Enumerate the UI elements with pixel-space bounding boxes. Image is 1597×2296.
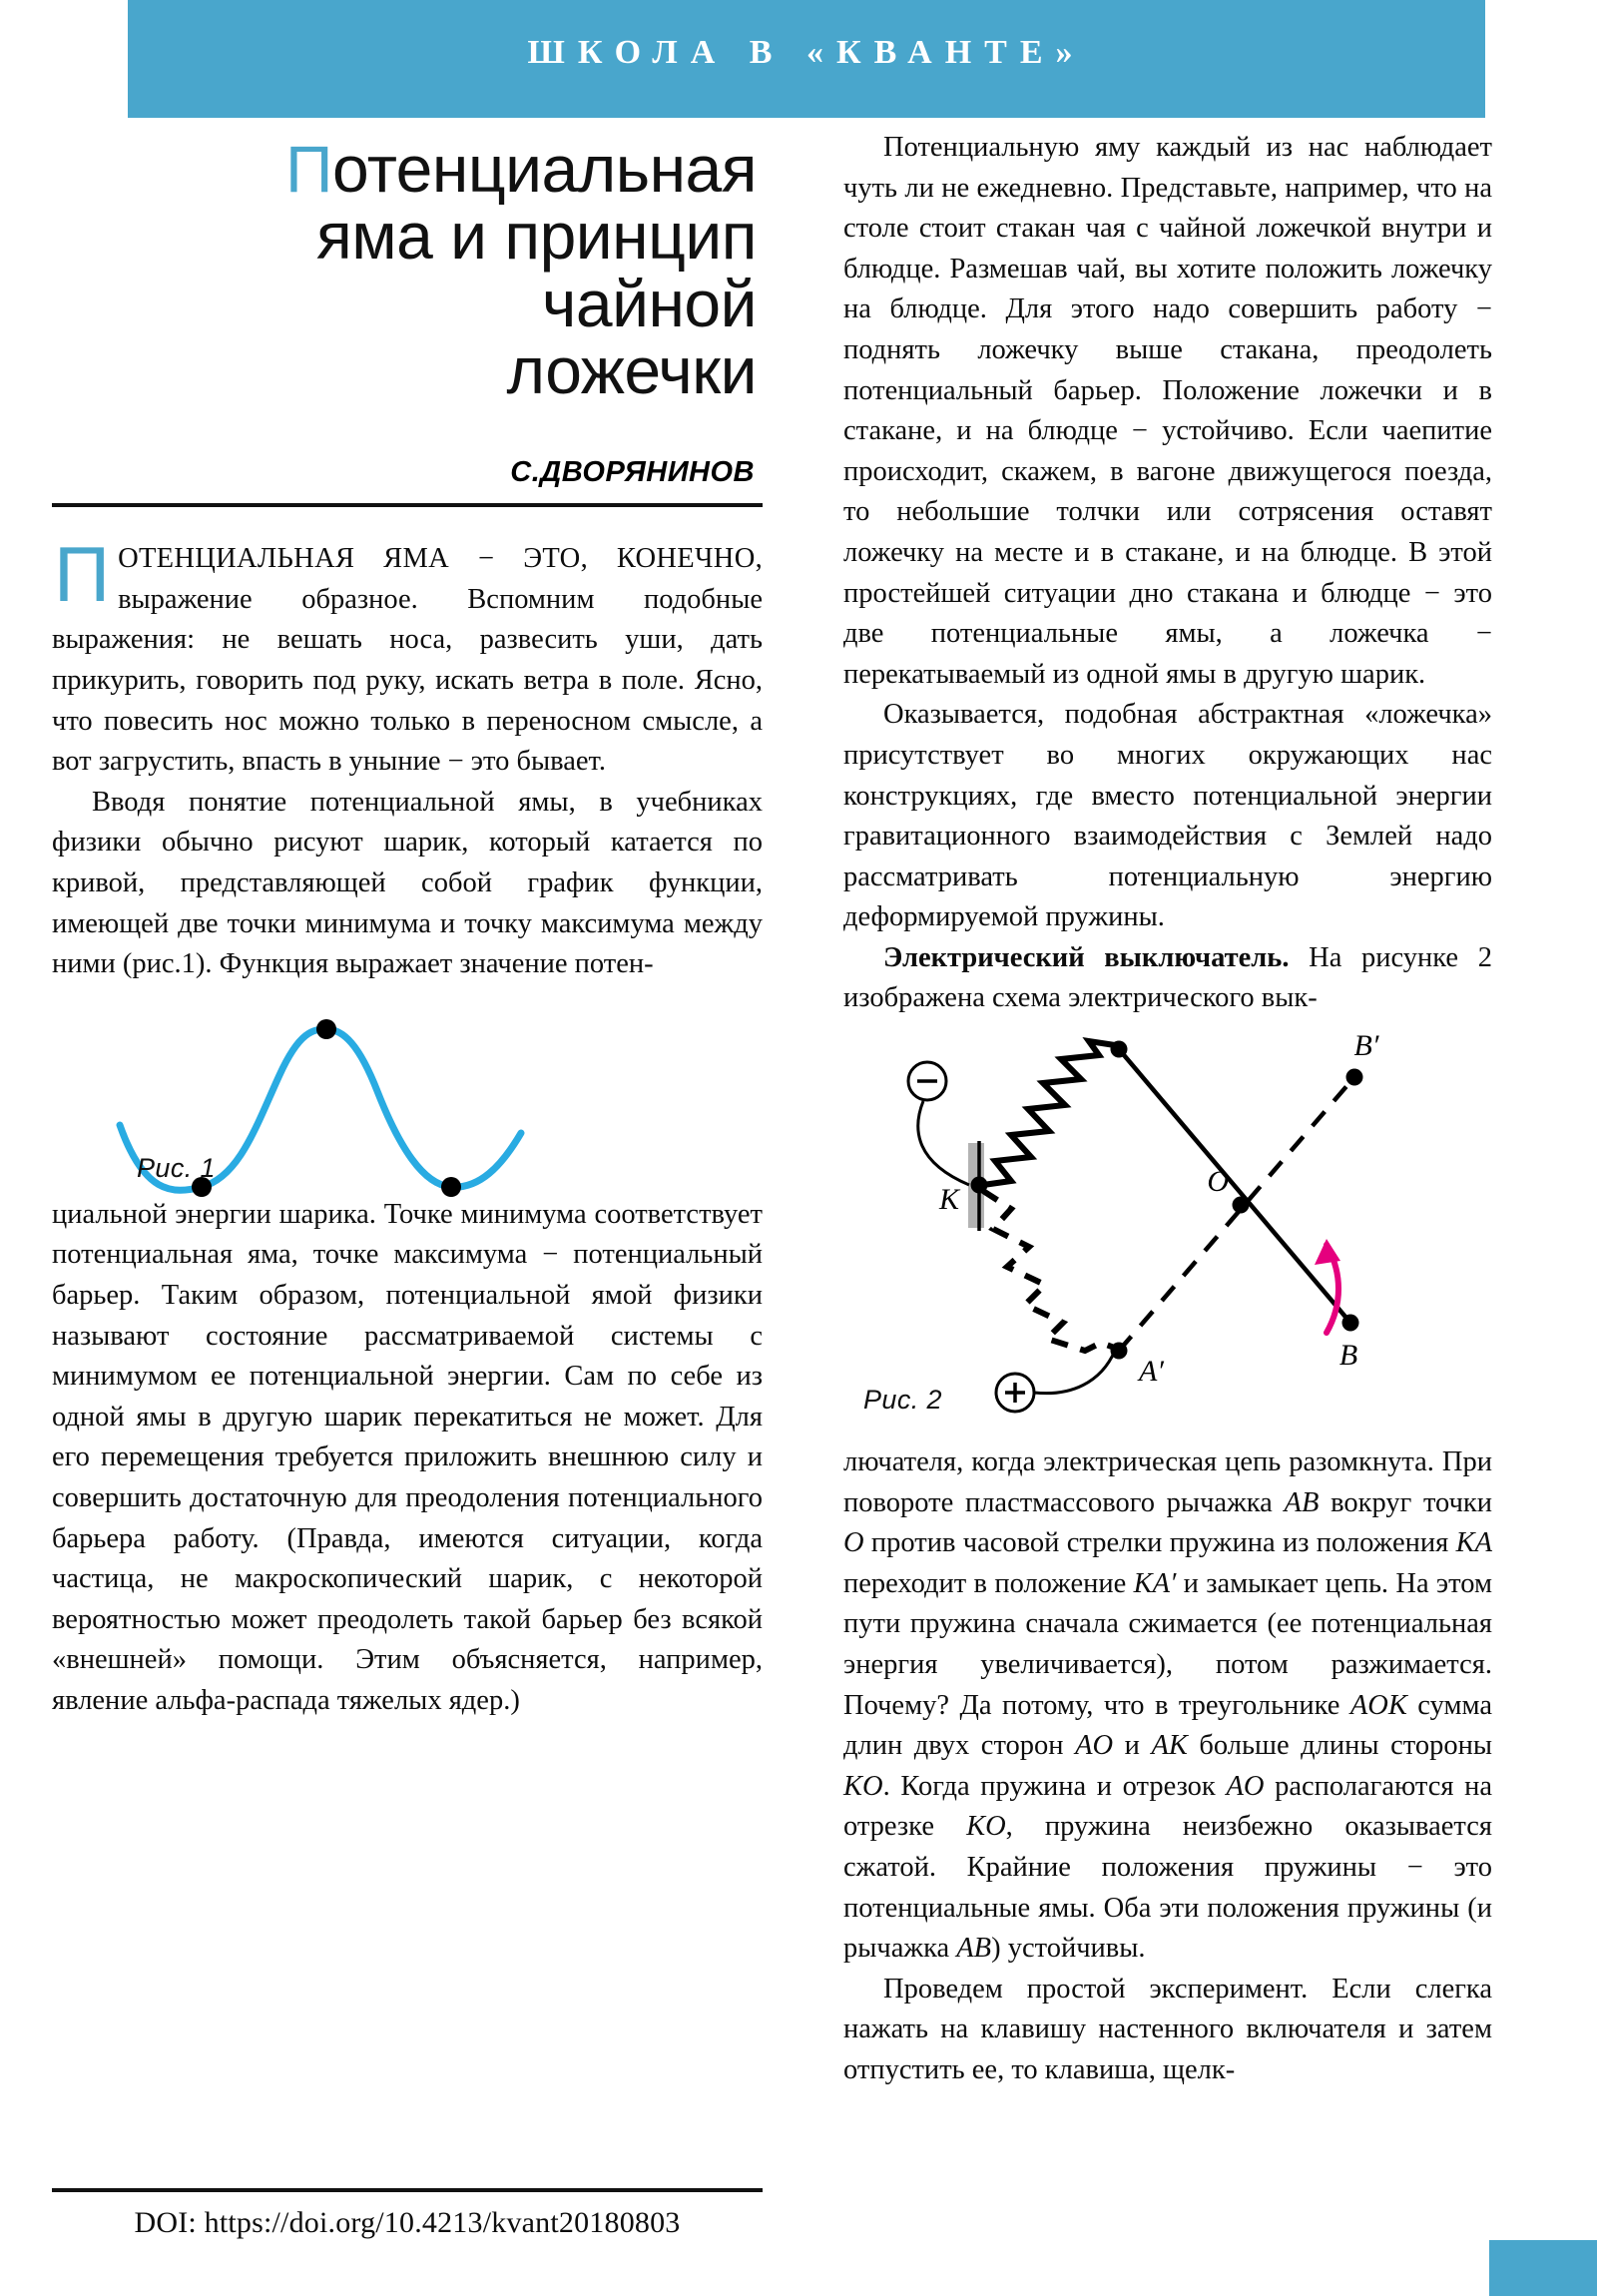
lever-AB xyxy=(1119,1049,1350,1323)
figure-2 xyxy=(843,1033,1492,1433)
figure-1-curve xyxy=(52,1005,591,1205)
node-B xyxy=(1342,1315,1359,1332)
author-byline: С.ДВОРЯНИНОВ xyxy=(510,456,755,489)
left-column xyxy=(52,118,763,1722)
drop-cap-letter: П xyxy=(54,530,111,619)
figure-2-caption: Рис. 2 xyxy=(863,1385,942,1416)
lead-smallcaps: ОТЕНЦИАЛЬНАЯ ЯМА − ЭТО, КОНЕЧНО, xyxy=(118,543,763,575)
paragraph-r4: лючателя, когда электрическая цепь разомкнута. При повороте пластмассового рычажка AB вокруг точки O против часовой стрелки пружина из положения KA переходит в положение KA′ и замыкает цепь. На этом пути пружина сначала сжимается (ее потенциальная энергия увеличивается), потом разжимается. Почему? Да потому, что в треугольнике AOK сумма длин двух сторон AO и AK больше длины стороны KO. Когда пружина и отрезок AO располагаются на отрезке KO, пружина неизбежно оказывается сжатой. Крайние положения пружины − это потенциальные ямы. Оба эти положения пружины (и рычажка AB) устойчивы. xyxy=(843,1446,1493,1965)
title-line-1-rest: отенциальная xyxy=(331,132,757,206)
doi-text[interactable]: DOI: https://doi.org/10.4213/kvant20180803 xyxy=(134,2206,681,2239)
paragraph-r3 xyxy=(843,938,1492,1019)
rubric-title: ШКОЛА В «КВАНТЕ» xyxy=(527,34,1086,71)
label-B-prime: B′ xyxy=(1353,1033,1379,1063)
title-line-4: ложечки xyxy=(506,332,757,407)
figure-1-caption: Рис. 1 xyxy=(137,1152,216,1183)
node-A-prime xyxy=(1111,1343,1128,1360)
figure-1 xyxy=(52,1005,763,1195)
page-number-badge xyxy=(1489,2240,1597,2296)
minus-wire xyxy=(918,1101,969,1185)
point-maximum xyxy=(316,1019,336,1039)
paragraph-r3-rest: На рисунке 2 изображена схема электрического вык- xyxy=(843,941,1492,1014)
label-A xyxy=(1100,1033,1121,1036)
footer-divider xyxy=(52,2188,763,2192)
right-column xyxy=(843,128,1492,2091)
plus-wire xyxy=(1034,1351,1115,1394)
spring-solid-KA xyxy=(983,1041,1115,1185)
page-title xyxy=(52,132,757,407)
node-K xyxy=(971,1177,988,1194)
figure-2-schematic xyxy=(843,1033,1492,1433)
paragraph-2: Вводя понятие потенциальной ямы, в учебниках физики обычно рисуют шарик, который катается по кривой, представляющей собой график функции, имеющей две точки минимума и точку максимума между ними (рис.1). Функция выражает значение потен- xyxy=(52,786,763,980)
rubric-band xyxy=(128,0,1485,118)
rotation-arrow-head xyxy=(1315,1239,1340,1265)
lead-body: выражение образное. Вспомним подобные выражения: не вешать носа, развесить уши, дать прикурить, говорить под руку, искать ветра в поле. Ясно, что повесить нос можно только в переносном смысле, а вот загрустить, впасть в уныние − это бывает. xyxy=(52,583,763,778)
paragraph-r2: Оказывается, подобная абстрактная «ложечка» присутствует во многих окружающих нас конструкциях, где вместо потенциальной энергии гравитационного взаимодействия с Землей надо рассматривать потенциальную энергию деформируемой пружины. xyxy=(843,699,1492,933)
spring-dashed-KAprime xyxy=(983,1191,1117,1351)
label-O: O xyxy=(1207,1165,1229,1199)
paragraph-r1: Потенциальную яму каждый из нас наблюдает чуть ли не ежедневно. Представьте, например, что на столе стоит стакан чая с чайной ложечкой внутри и блюдце. Размешав чай, вы хотите положить ложечку на блюдце. Для этого надо совершить работу − поднять ложечку выше стакана, преодолеть потенциальный барьер. Положение ложечки и в стакане, и на блюдце − устойчиво. Если чаепитие происходит, скажем, в вагоне движущегося поезда, то небольшие толчки или сотрясения оставят ложечку на месте и в стакане, и на блюдце. В этой простейшей ситуации дно стакана и блюдце − это две потенциальные ямы, а ложечка − перекатываемый из одной ямы в другую шарик. xyxy=(843,132,1492,690)
node-O xyxy=(1233,1197,1250,1214)
label-A-prime: A′ xyxy=(1139,1355,1164,1389)
node-B-prime xyxy=(1346,1069,1363,1086)
point-minimum-right xyxy=(441,1177,461,1197)
paragraph-3: циальной энергии шарика. Точке минимума соответствует потенциальная яма, точке максимума − потенциальный барьер. Таким образом, потенциальной ямой физики называют состояние рассматриваемой системы с минимумом ее потенциальной энергии. Сам по себе из одной ямы в другую шарик перекатиться не может. Для его перемещения требуется приложить внешнюю силу и совершить достаточную для преодоления потенциального барьера работу. (Правда, имеются ситуации, когда частица, не макроскопический шарик, с некоторой вероятностью может преодолеть такой барьер без всякой «внешней» помощи. Этим объясняется, например, явление альфа-распада тяжелых ядер.) xyxy=(52,1198,763,1716)
label-K: K xyxy=(938,1183,959,1217)
paragraph-lead xyxy=(52,530,763,783)
node-A xyxy=(1111,1041,1128,1058)
paragraph-r5: Проведем простой эксперимент. Если слегка нажать на клавишу настенного включателя и затем отпустить ее, то клавиша, щелк- xyxy=(843,1973,1492,2085)
title-initial-letter: П xyxy=(285,132,332,206)
label-B: B xyxy=(1338,1339,1358,1373)
lever-AprimeBprime xyxy=(1119,1077,1354,1351)
title-line-3: чайной xyxy=(542,266,757,340)
title-line-2: яма и принцип xyxy=(315,199,757,274)
section-lead-in: Электрический выключатель. xyxy=(883,941,1290,973)
footer-doi-block xyxy=(52,2188,763,2240)
